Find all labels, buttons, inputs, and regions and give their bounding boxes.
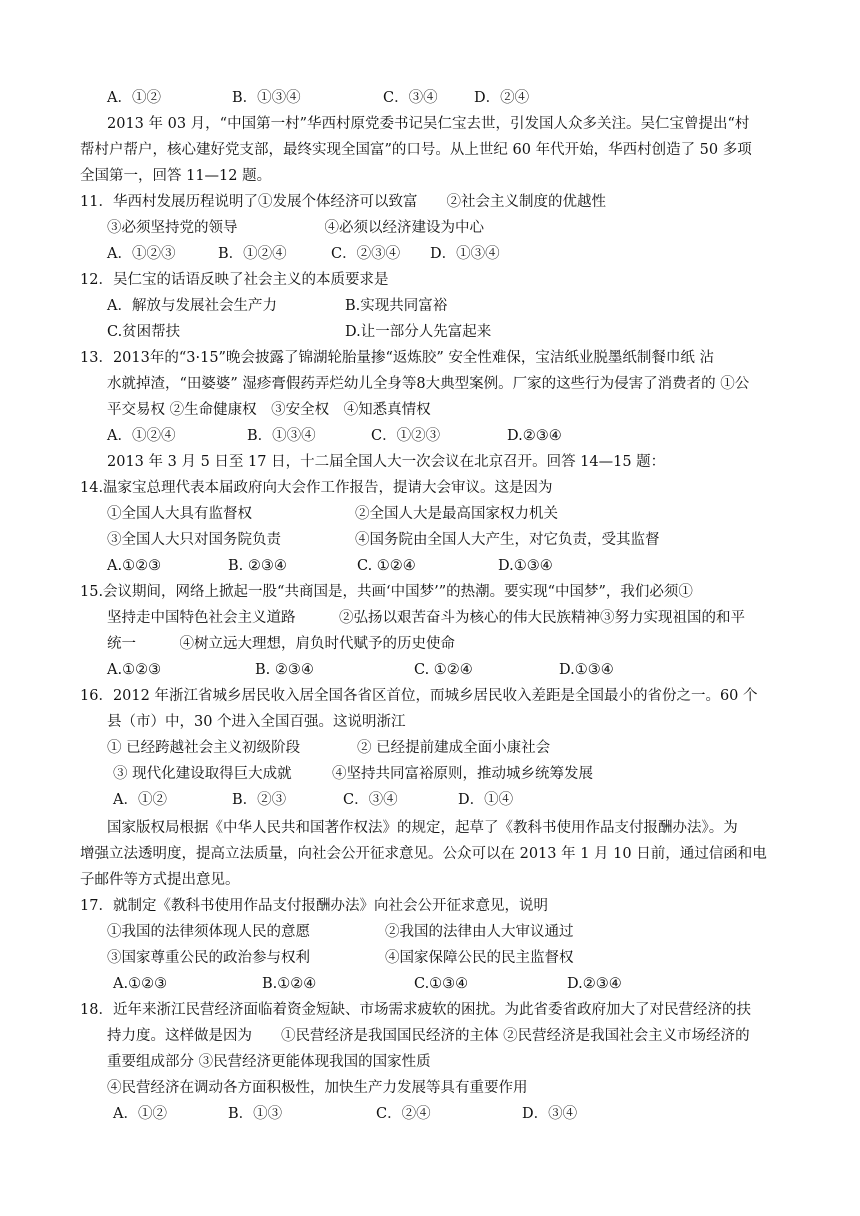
q15-option-b: B. ②③④: [255, 662, 314, 678]
q11-option-d: D．①③④: [430, 246, 500, 262]
q18-option-d: D．③④: [522, 1106, 578, 1122]
q16-line-2: 县（市）中，30 个进入全国百强。这说明浙江: [107, 714, 406, 730]
q14-item-1: ①全国人大具有监督权: [107, 506, 252, 522]
q17-stem: 17．就制定《教科书使用作品支付报酬办法》向社会公开征求意见，说明: [80, 898, 548, 914]
q15-line-1: 15.会议期间，网络上掀起一股“共商国是，共画‘中国梦’”的热潮。要实现“中国梦”，我们必须①: [80, 584, 693, 600]
q15-line-2: 坚持走中国特色社会主义道路 ②弘扬以艰苦奋斗为核心的伟大民族精神③努力实现祖国的和平: [107, 610, 745, 626]
q13-option-c: C．①②③: [371, 428, 441, 444]
q14-option-b: B. ②③④: [228, 558, 287, 574]
intro-17-line-3: 子邮件等方式提出意见。: [80, 872, 240, 888]
q16-item-1: ① 已经跨越社会主义初级阶段: [107, 740, 301, 756]
q18-line-2: 持力度。这样做是因为 ①民营经济是我国国民经济的主体 ②民营经济是我国社会主义市场经济的: [107, 1028, 750, 1044]
intro-11-12-line-2: 帮村户帮户，核心建好党支部，最终实现全国富”的口号。从上世纪 60 年代开始，华西村创造了 50 多项: [80, 142, 752, 158]
q12-option-c: C.贫困帮扶: [107, 324, 181, 340]
q18-option-b: B．①③: [228, 1106, 283, 1122]
q12-option-a: A．解放与发展社会生产力: [107, 298, 277, 314]
q17-option-c: C.①③④: [414, 976, 469, 992]
q18-option-c: C．②④: [376, 1106, 431, 1122]
q16-option-b: B．②③: [232, 792, 287, 808]
q13-option-d: D.②③④: [507, 428, 562, 444]
q17-item-4: ④国家保障公民的民主监督权: [385, 950, 574, 966]
q17-option-b: B.①②④: [262, 976, 317, 992]
q18-option-a: A．①②: [113, 1106, 167, 1122]
q11-items: ③必须坚持党的领导 ④必须以经济建设为中心: [107, 220, 484, 236]
q18-line-3: 重要组成部分 ③民营经济更能体现我国的国家性质: [107, 1054, 431, 1070]
q16-line-1: 16．2012 年浙江省城乡居民收入居全国各省区首位，而城乡居民收入差距是全国最小的省份之一。60 个: [80, 688, 758, 704]
q14-item-4: ④国务院由全国人大产生，对它负责，受其监督: [355, 532, 660, 548]
q11-option-c: C．②③④: [331, 246, 401, 262]
q16-option-d: D．①④: [458, 792, 514, 808]
q13-line-3: 平交易权 ②生命健康权 ③安全权 ④知悉真情权: [107, 402, 431, 418]
q17-item-3: ③国家尊重公民的政治参与权利: [107, 950, 310, 966]
q17-option-d: D.②③④: [567, 976, 622, 992]
q15-option-c: C. ①②④: [414, 662, 473, 678]
intro-11-12-line-1: 2013 年 03 月，“中国第一村”华西村原党委书记吴仁宝去世，引发国人众多关注。吴仁宝曾提出“村: [107, 116, 750, 132]
q16-item-2: ② 已经提前建成全面小康社会: [357, 740, 551, 756]
q10-option-b: B．①③④: [232, 90, 301, 106]
q10-option-c: C．③④: [383, 90, 438, 106]
q17-item-2: ②我国的法律由人大审议通过: [385, 924, 574, 940]
intro-17-line-2: 增强立法透明度，提高立法质量，向社会公开征求意见。公众可以在 2013 年 1 月 10 日前，通过信函和电: [80, 846, 767, 862]
q11-option-a: A．①②③: [107, 246, 176, 262]
intro-17-line-1: 国家版权局根据《中华人民共和国著作权法》的规定，起草了《教科书使用作品支付报酬办法》。为: [107, 820, 738, 836]
intro-14-15: 2013 年 3 月 5 日至 17 日，十二届全国人大一次会议在北京召开。回答 14—15 题：: [107, 454, 666, 470]
q12-stem: 12．吴仁宝的话语反映了社会主义的本质要求是: [80, 272, 389, 288]
q16-item-4: ④坚持共同富裕原则，推动城乡统筹发展: [332, 766, 593, 782]
q14-option-a: A.①②③: [107, 558, 162, 574]
intro-11-12-line-3: 全国第一，回答 11—12 题。: [80, 168, 272, 184]
q15-option-a: A.①②③: [107, 662, 162, 678]
q15-line-3: 统一 ④树立远大理想，肩负时代赋予的历史使命: [107, 636, 455, 652]
q13-option-b: B．①③④: [247, 428, 316, 444]
q13-line-1: 13．2013年的“3·15”晚会披露了锦湖轮胎量掺“返炼胶” 安全性难保，宝洁纸业脱墨纸制餐巾纸 沾: [80, 350, 715, 366]
q14-item-3: ③全国人大只对国务院负责: [107, 532, 281, 548]
q16-option-a: A．①②: [113, 792, 167, 808]
q11-stem: 11．华西村发展历程说明了①发展个体经济可以致富 ②社会主义制度的优越性: [80, 194, 606, 210]
q12-option-d: D.让一部分人先富起来: [345, 324, 492, 340]
q16-option-c: C．③④: [343, 792, 398, 808]
q18-line-4: ④民营经济在调动各方面积极性，加快生产力发展等具有重要作用: [107, 1080, 528, 1096]
q17-item-1: ①我国的法律须体现人民的意愿: [107, 924, 310, 940]
q13-option-a: A．①②④: [107, 428, 176, 444]
q18-line-1: 18．近年来浙江民营经济面临着资金短缺、市场需求疲软的困扰。为此省委省政府加大了对民营经济的扶: [80, 1002, 751, 1018]
q12-option-b: B.实现共同富裕: [345, 298, 448, 314]
q10-option-d: D．②④: [474, 90, 530, 106]
q14-item-2: ②全国人大是最高国家权力机关: [355, 506, 558, 522]
q16-item-3: ③ 现代化建设取得巨大成就: [113, 766, 292, 782]
q11-option-b: B．①②④: [218, 246, 287, 262]
q15-option-d: D.①③④: [559, 662, 614, 678]
q14-option-c: C. ①②④: [357, 558, 416, 574]
q13-line-2: 水就掉渣，“田婆婆” 湿疹膏假药弄烂幼儿全身等8大典型案例。厂家的这些行为侵害了消费者的 ①公: [107, 376, 750, 392]
q14-stem: 14.温家宝总理代表本届政府向大会作工作报告，提请大会审议。这是因为: [80, 480, 553, 496]
q10-option-a: A．①②: [107, 90, 161, 106]
q17-option-a: A.①②③: [113, 976, 168, 992]
q14-option-d: D.①③④: [498, 558, 553, 574]
